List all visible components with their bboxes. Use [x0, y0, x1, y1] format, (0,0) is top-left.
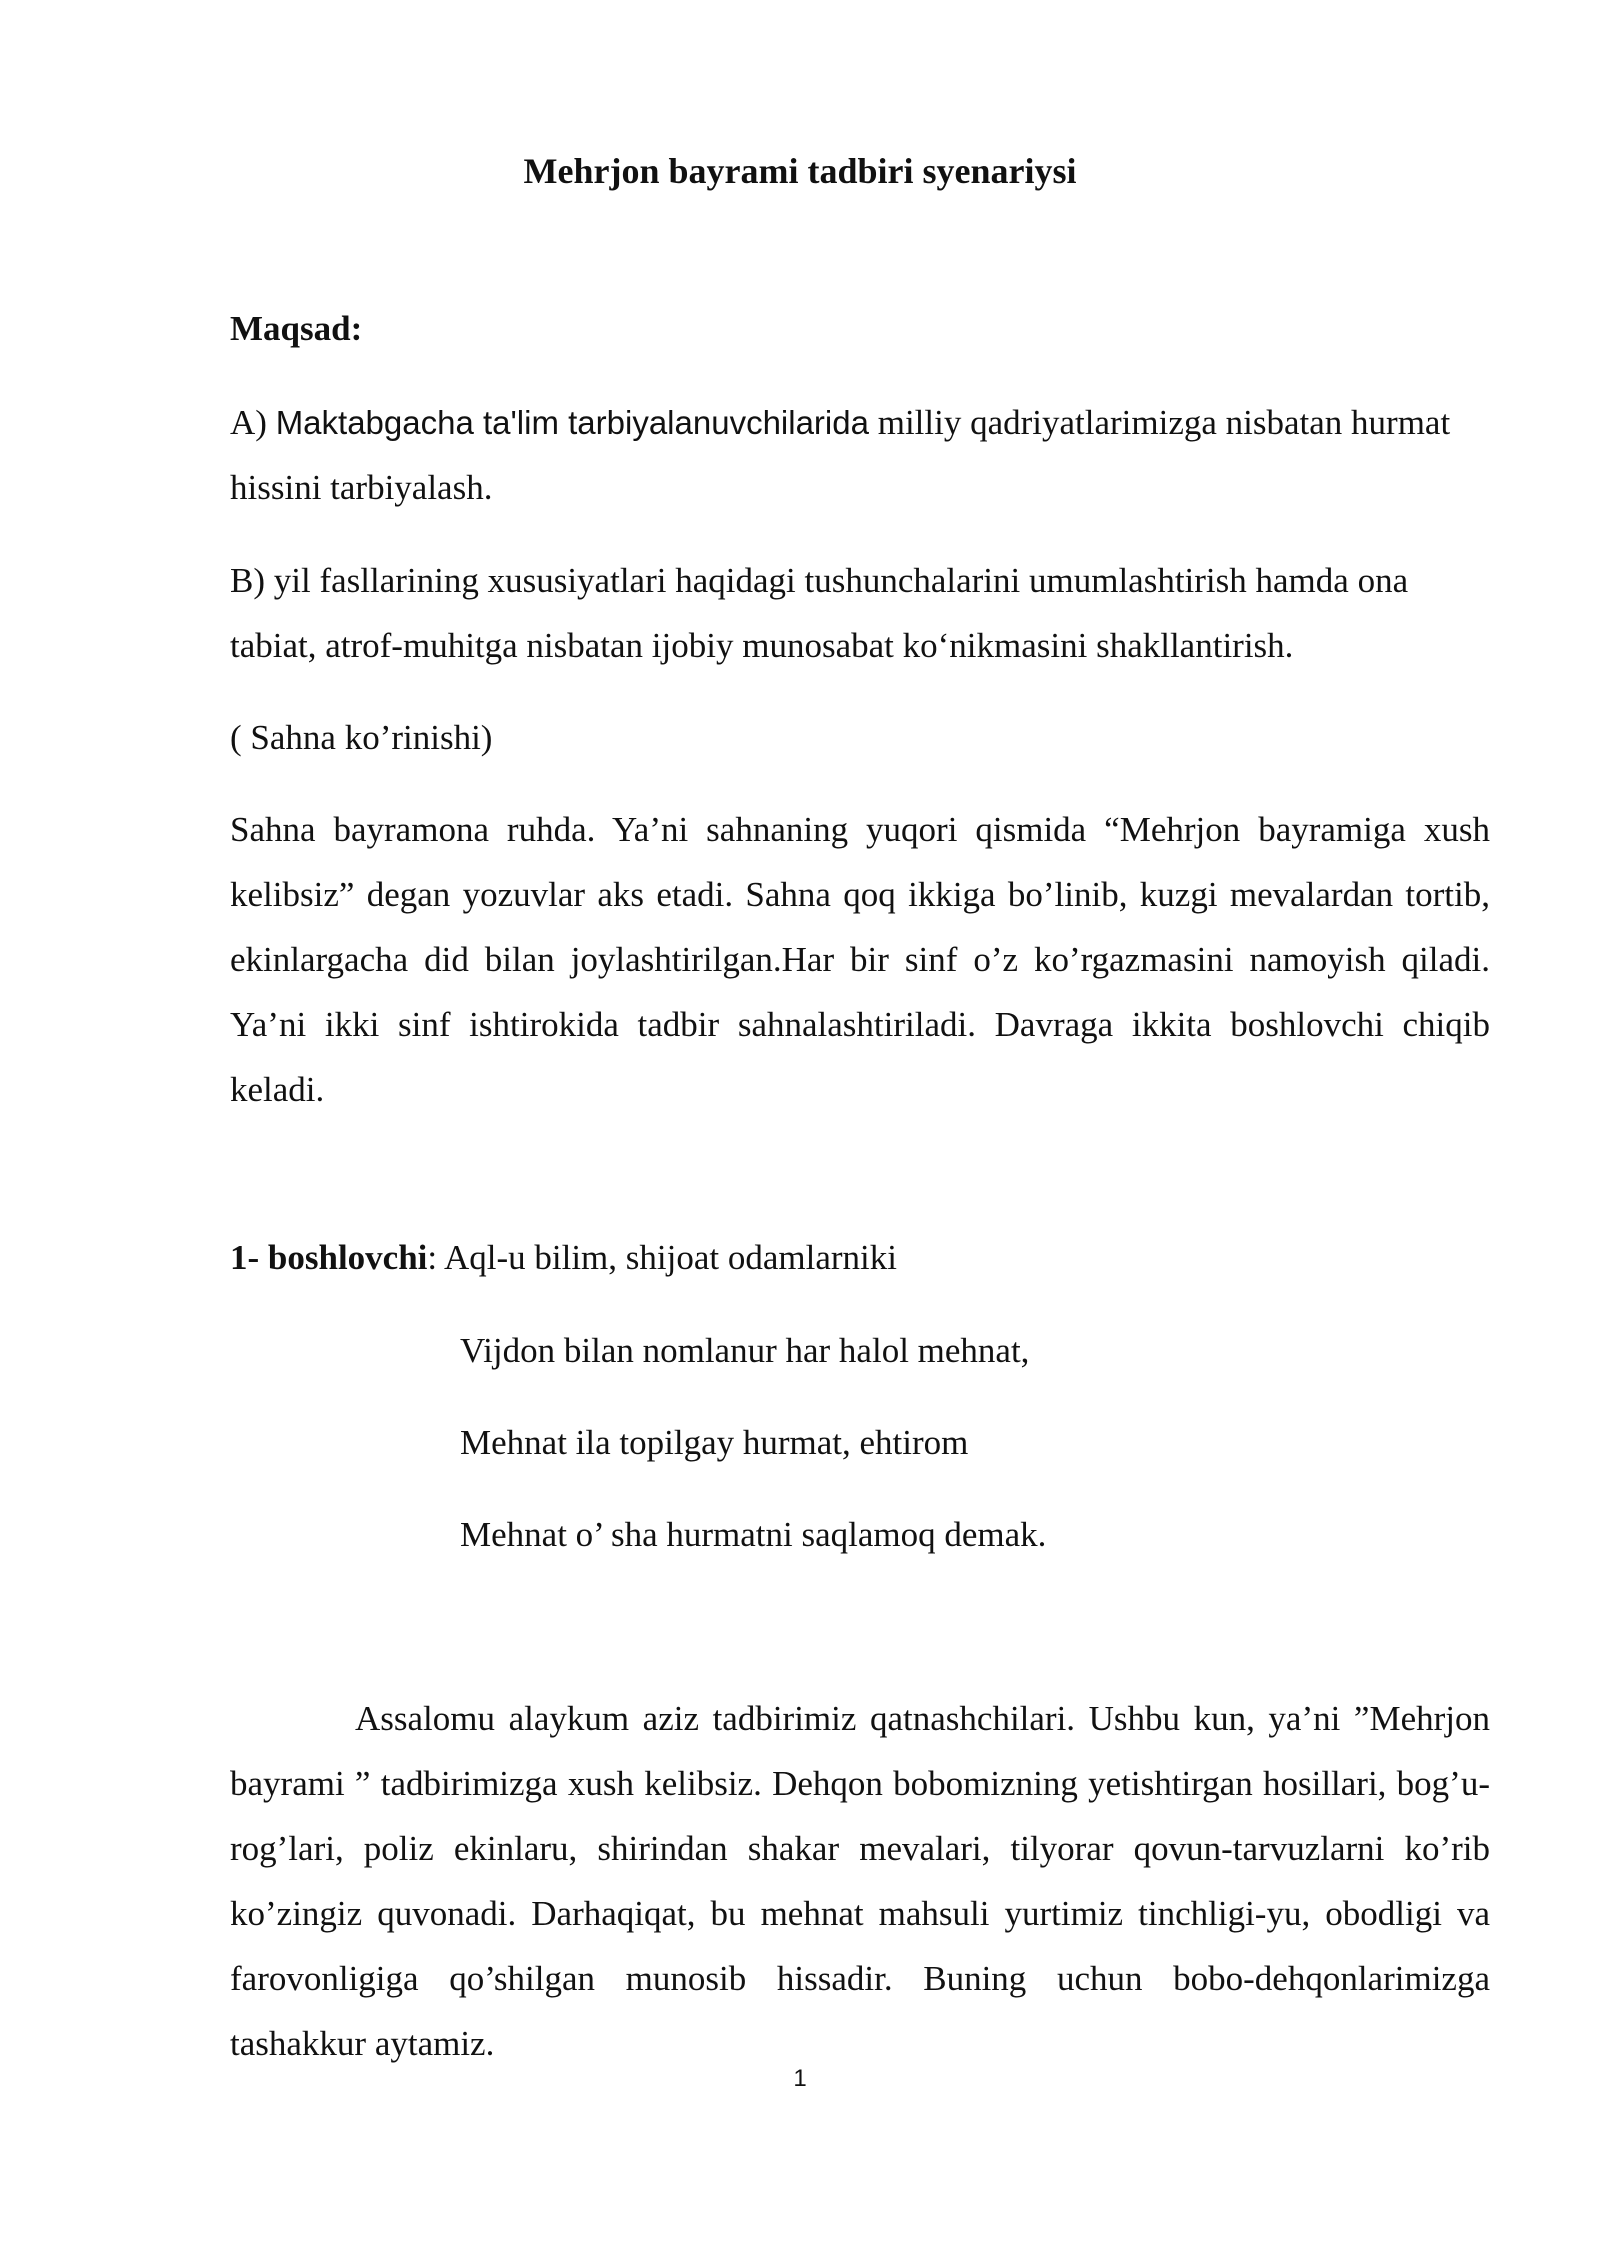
goal-item-b: B) yil fasllarining xususiyatlari haqidagi tushunchalarini umumlashtirish hamda ona tabiat, atrof-muhitga nisbatan ijobiy munosabat ko‘nikmasini shakllantirish. — [230, 561, 1409, 665]
verse-line-1: Aql-u bilim, shijoat odamlarniki — [443, 1238, 897, 1277]
verse-line-4: Mehnat o’ sha hurmatni saqlamoq demak. — [460, 1515, 1047, 1554]
page-number: 1 — [793, 2065, 807, 2092]
greeting-paragraph: Assalomu alaykum aziz tadbirimiz qatnashchilari. Ushbu kun, ya’ni ”Mehrjon bayrami ” tadbirimizga xush kelibsiz. Dehqon bobomizning yetishtirgan hosillari, bog’u-rog’lari, poliz ekinlaru, shirindan shakar mevalari, tilyorar qovun-tarvuzlarni ko’rib ko’zingiz quvonadi. Darhaqiqat, bu mehnat mahsuli yurtimiz tinchligi-yu, obodligi va farovonligiga qo’shilgan munosib hissadir. Buning uchun bobo-dehqonlarimizga tashakkur aytamiz. — [230, 1699, 1490, 2063]
goal-heading: Maqsad: — [230, 309, 363, 348]
document-title: Mehrjon bayrami tadbiri syenariysi — [523, 151, 1077, 191]
goal-item-a-prefix: A) — [230, 403, 276, 442]
goal-item-a-rest: milliy qadriyatlarimizga nisbatan hurmat hissini tarbiyalash. — [230, 403, 1451, 507]
host1-first-line — [230, 1225, 1490, 1290]
speaker-colon: : — [427, 1238, 438, 1277]
goal-item-a-highlight: Maktabgacha ta'lim tarbiyalanuvchilarida — [275, 404, 869, 441]
verse-line-2: Vijdon bilan nomlanur har halol mehnat, — [460, 1331, 1030, 1370]
scene-description: Sahna bayramona ruhda. Ya’ni sahnaning yuqori qismida “Mehrjon bayramiga xush kelibsiz” degan yozuvlar aks etadi. Sahna qoq ikkiga bo’linib, kuzgi mevalardan tortib, ekinlargacha did bilan joylashtirilgan.Har bir sinf o’z ko’rgazmasini namoyish qiladi. Ya’ni ikki sinf ishtirokida tadbir sahnalashtiriladi. Davraga ikkita boshlovchi chiqib keladi. — [230, 810, 1490, 1109]
verse-line-3: Mehnat ila topilgay hurmat, ehtirom — [460, 1423, 969, 1462]
scene-heading: ( Sahna ko’rinishi) — [230, 718, 493, 757]
goal-item-a — [230, 390, 1490, 520]
speaker-label: 1- boshlovchi — [230, 1238, 428, 1277]
